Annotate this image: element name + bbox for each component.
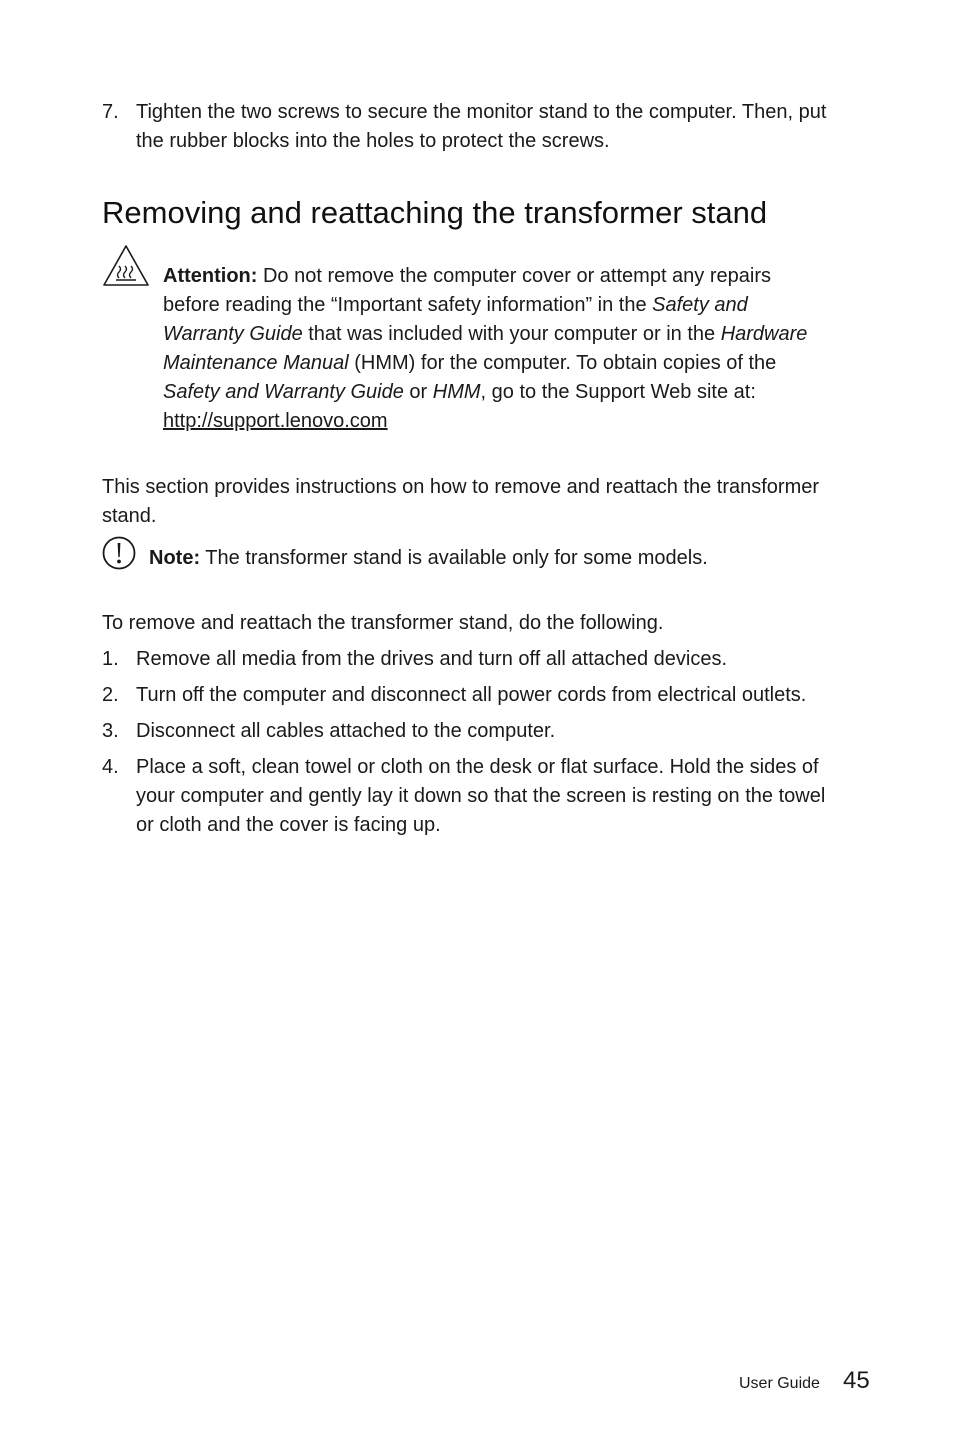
manual-title: Hardware bbox=[720, 323, 808, 345]
attention-line bbox=[163, 378, 756, 408]
attention-label: Attention: bbox=[163, 265, 258, 287]
guide-title: Warranty Guide bbox=[163, 323, 303, 345]
intro-text: This section provides instructions on how to remove and reattach the transformer bbox=[102, 476, 820, 498]
exclamation-circle-icon bbox=[102, 536, 136, 570]
attention-text: or bbox=[403, 381, 433, 403]
section-heading: Removing and reattaching the transformer stand bbox=[102, 195, 768, 230]
manual-abbrev: HMM bbox=[432, 381, 481, 403]
attention-line bbox=[163, 291, 748, 321]
footer-label: User Guide bbox=[739, 1375, 820, 1392]
guide-title: Safety and Warranty Guide bbox=[163, 381, 404, 403]
step-text: the rubber blocks into the holes to protect the screws. bbox=[136, 130, 610, 152]
procedure-intro: To remove and reattach the transformer stand, do the following. bbox=[102, 612, 664, 634]
page-number: 45 bbox=[843, 1367, 870, 1394]
step-number: 4. bbox=[102, 756, 119, 778]
intro-text: stand. bbox=[102, 505, 157, 527]
attention-line bbox=[163, 262, 771, 292]
step-text: Disconnect all cables attached to the computer. bbox=[136, 720, 556, 742]
note-text: The transformer stand is available only for some models. bbox=[200, 547, 708, 569]
step-number: 1. bbox=[102, 648, 119, 670]
attention-text: that was included with your computer or in the bbox=[302, 323, 721, 345]
step-text: Remove all media from the drives and turn off all attached devices. bbox=[136, 648, 728, 670]
attention-text: (HMM) for the computer. To obtain copies of the bbox=[348, 352, 777, 374]
guide-title: Safety and bbox=[652, 294, 748, 316]
manual-title: Maintenance Manual bbox=[163, 352, 349, 374]
step-number: 3. bbox=[102, 720, 119, 742]
step-text: your computer and gently lay it down so that the screen is resting on the towel bbox=[136, 785, 826, 807]
step-text: Tighten the two screws to secure the monitor stand to the computer. Then, put bbox=[136, 101, 827, 123]
note-line bbox=[149, 544, 708, 574]
step-text: Turn off the computer and disconnect all power cords from electrical outlets. bbox=[136, 684, 807, 706]
attention-text: , go to the Support Web site at: bbox=[480, 381, 756, 403]
attention-line bbox=[163, 407, 388, 437]
hot-surface-warning-icon bbox=[102, 244, 150, 288]
step-text: or cloth and the cover is facing up. bbox=[136, 814, 441, 836]
attention-text: Do not remove the computer cover or attempt any repairs bbox=[257, 265, 771, 287]
attention-line bbox=[163, 349, 776, 379]
attention-line bbox=[163, 320, 807, 350]
note-label: Note: bbox=[149, 547, 201, 569]
step-number: 2. bbox=[102, 684, 119, 706]
step-text: Place a soft, clean towel or cloth on the desk or flat surface. Hold the sides of bbox=[136, 756, 819, 778]
attention-text: before reading the “Important safety information” in the bbox=[163, 294, 653, 316]
step-number: 7. bbox=[102, 101, 119, 123]
support-link[interactable]: http://support.lenovo.com bbox=[163, 410, 388, 432]
